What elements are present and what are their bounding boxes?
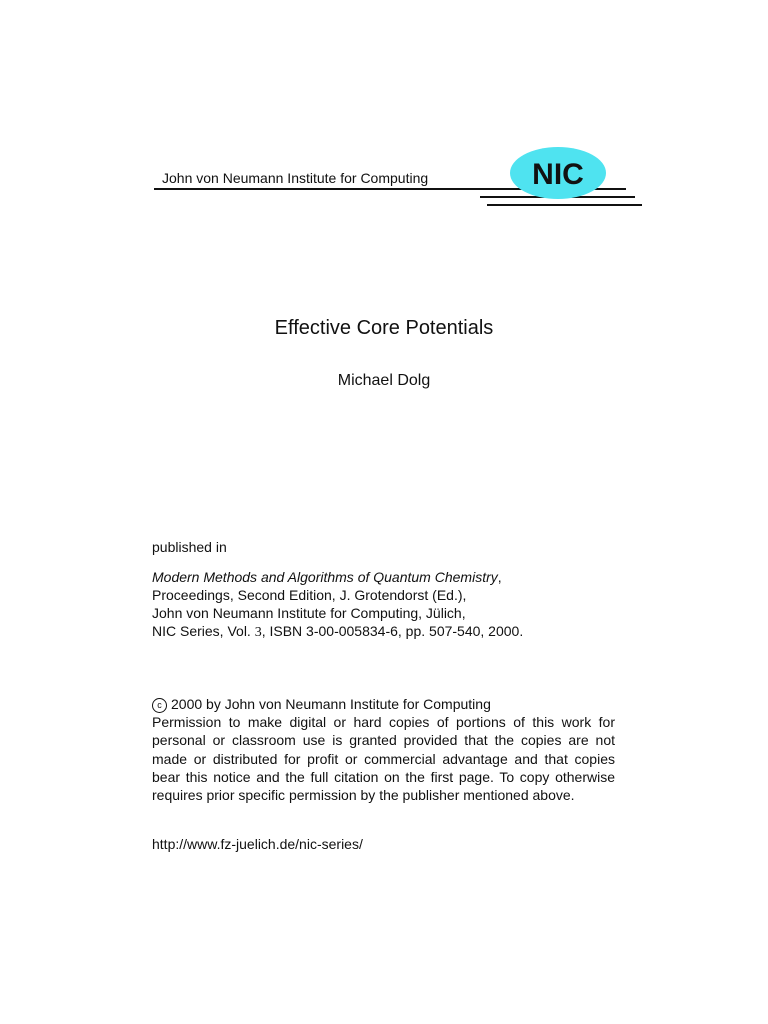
citation-line-2: Proceedings, Second Edition, J. Grotendorst (Ed.), (152, 587, 467, 603)
copyright-block (152, 695, 615, 804)
copyright-text: 2000 by John von Neumann Institute for Computing (171, 696, 491, 712)
citation-line-4 (152, 622, 523, 642)
author-name: Michael Dolg (337, 372, 431, 389)
book-title: Modern Methods and Algorithms of Quantum Chemistry (152, 569, 498, 585)
isbn-pages: , ISBN 3-00-005834-6, pp. 507-540, 2000. (261, 623, 524, 639)
series-label: NIC Series, Vol. (152, 623, 255, 639)
volume-number: 3 (254, 625, 262, 640)
published-in-label: published in (152, 539, 227, 555)
title-suffix: , (497, 569, 502, 585)
copyright-line (152, 695, 615, 713)
logo-text: NIC (532, 158, 584, 191)
institute-header: John von Neumann Institute for Computing (162, 170, 429, 186)
permission-notice: Permission to make digital or hard copies of portions of this work for personal or classroom use is granted provided that the copies are not made or distributed for profit or commercial advantage and that copies bear this notice and the full citation on the first page. To copy otherwise requires prior specific permission by the publisher mentioned above. (152, 714, 615, 804)
document-title: Effective Core Potentials (274, 317, 494, 339)
nic-logo (509, 146, 607, 200)
citation-line-1 (152, 568, 523, 586)
header-rule-3 (487, 204, 642, 206)
citation (152, 568, 523, 642)
series-url-link[interactable]: http://www.fz-juelich.de/nic-series/ (152, 836, 363, 852)
citation-line-3: John von Neumann Institute for Computing, Jülich, (152, 605, 466, 621)
copyright-icon: c (152, 698, 167, 713)
